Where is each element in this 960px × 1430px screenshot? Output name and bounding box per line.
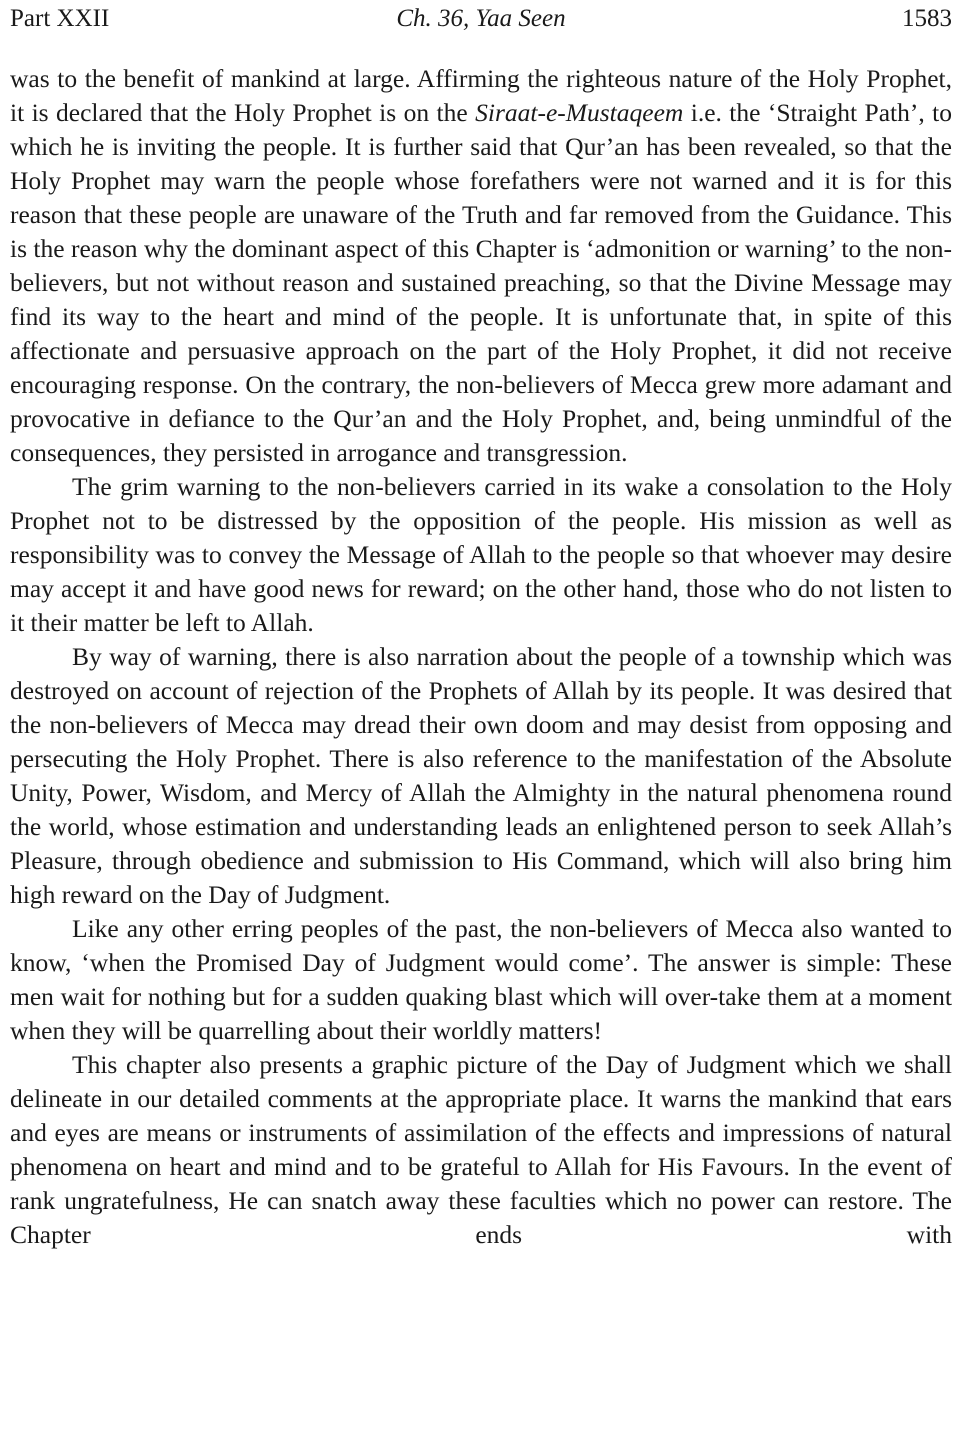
paragraph-3: By way of warning, there is also narration about the people of a township which was destroyed on account of rejection of the Prophets of Allah by its people. It was desired that the non-believers of Mecca may dread their own doom and may desist from opposing and persecuting the Holy Prophet. There is also reference to the manifestation of the Absolute Unity, Power, Wisdom, and Mercy of Allah the Almighty in the natural phenomena round the world, whose estimation and understanding leads an enlightened person to seek Allah’s Pleasure, through obedience and submission to His Command, which will also bring him high reward on the Day of Judgment. (10, 642, 952, 909)
body-text (10, 62, 952, 1252)
part-label: Part XXII (10, 5, 110, 32)
paragraph-1 (10, 62, 952, 470)
chapter-title: Ch. 36, Yaa Seen (396, 5, 566, 32)
paragraph-4: Like any other erring peoples of the past, the non-believers of Mecca also wanted to know, ‘when the Promised Day of Judgment would come’. The answer is simple: These men wait for nothing but for a sudden quaking blast which will over-take them at a moment when they will be quarrelling about their worldly matters! (10, 914, 952, 1045)
book-page (10, 0, 952, 1430)
paragraph-1-before: was to the benefit of mankind at large. Affirming the righteous nature of the Holy Prophet, it is declared that the Holy Prophet is on the (10, 64, 952, 127)
paragraph-1-after: i.e. the ‘Straight Path’, to which he is inviting the people. It is further said that Qur’an has been revealed, so that the Holy Prophet may warn the people whose forefathers were not warned and it is for this reason that these people are unaware of the Truth and far removed from the Guidance. This is the reason why the dominant aspect of this Chapter is ‘admonition or warning’ to the non-believers, but not without reason and sustained preaching, so that the Divine Message may find its way to the heart and mind of the people. It is unfortunate that, in spite of this affectionate and persuasive approach on the part of the Holy Prophet, it did not receive encouraging response. On the contrary, the non-believers of Mecca grew more adamant and provocative in defiance to the Qur’an and the Holy Prophet, and, being unmindful of the consequences, they persisted in arrogance and transgression. (10, 98, 952, 467)
paragraph-5: This chapter also presents a graphic picture of the Day of Judgment which we shall delineate in our detailed comments at the appropriate place. It warns the mankind that ears and eyes are means or instruments of assimilation of the effects and impressions of natural phenomena on heart and mind and to be grateful to Allah for His Favours. In the event of rank ungratefulness, He can snatch away these faculties which no power can restore. The Chapter ends with (10, 1050, 952, 1249)
running-header (10, 0, 952, 38)
paragraph-2: The grim warning to the non-believers carried in its wake a consolation to the Holy Prophet not to be distressed by the opposition of the people. His mission as well as responsibility was to convey the Message of Allah to the people so that whoever may desire may accept it and have good news for reward; on the other hand, those who do not listen to it their matter be left to Allah. (10, 472, 952, 637)
page-number: 1583 (902, 5, 952, 32)
italic-term: Siraat-e-Mustaqeem (475, 98, 684, 127)
